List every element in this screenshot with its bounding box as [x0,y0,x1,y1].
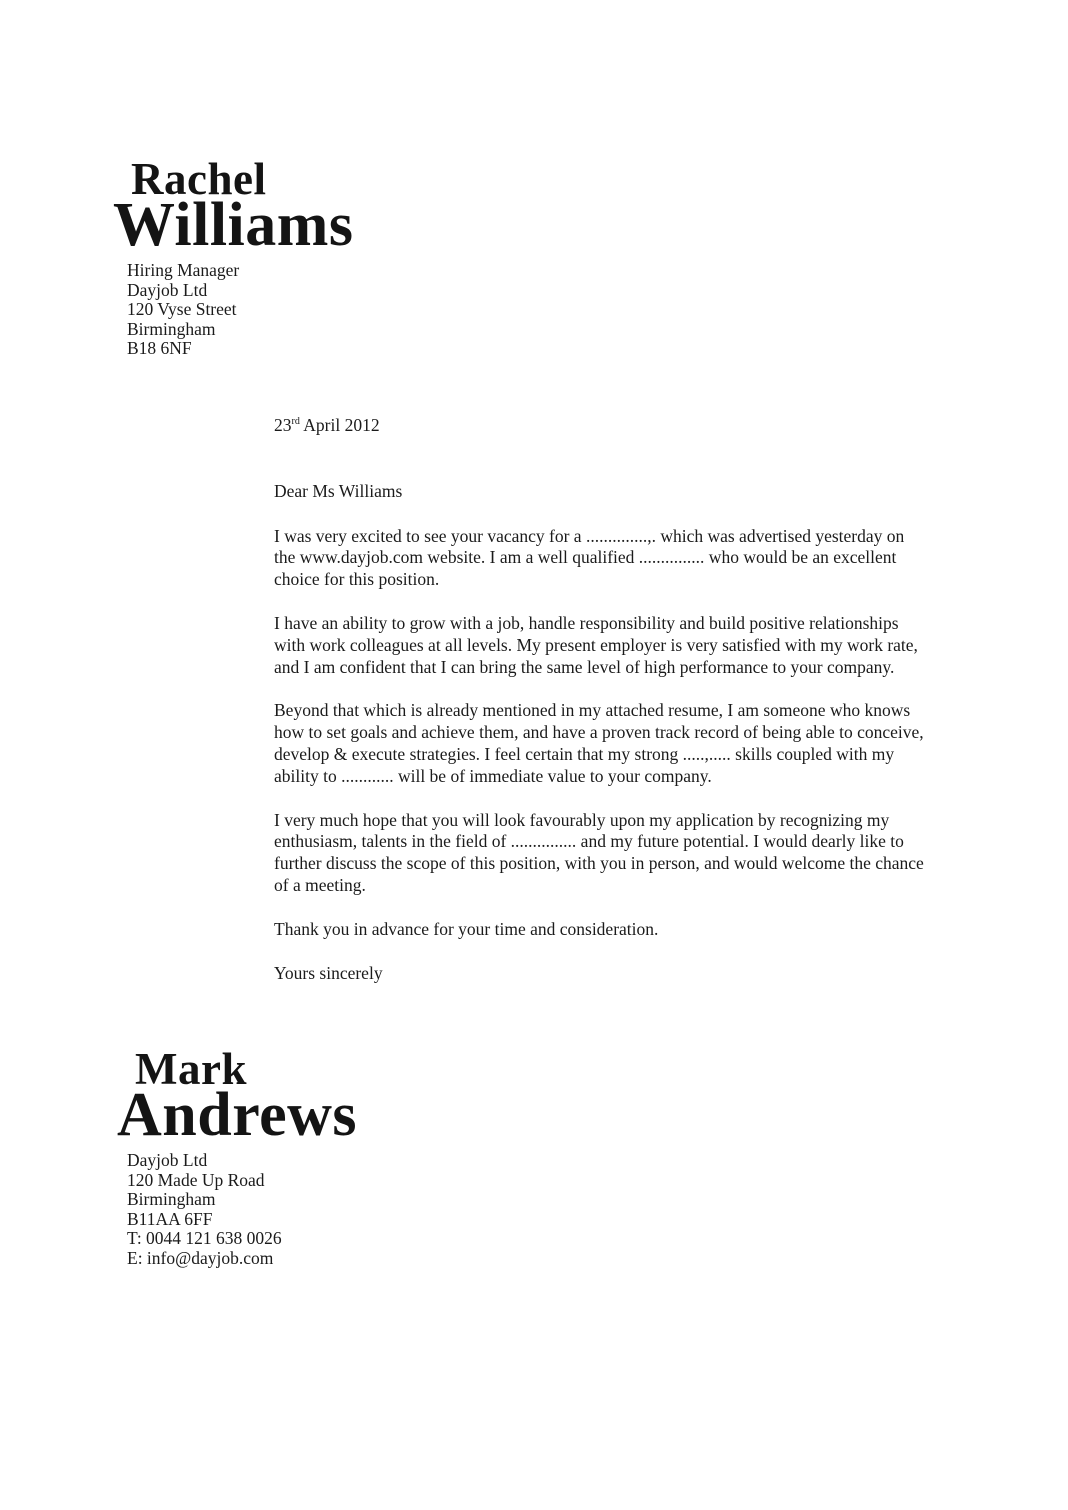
paragraph-4: I very much hope that you will look favourably upon my application by recognizing my enthusiasm, talents in the field of ............... and my future potential. I would dearly like to further discuss the scope of this position, with you in person, and would welcome the chance of a meeting. [274,809,924,895]
recipient-address-line: B18 6NF [127,338,192,359]
sender-address-line: Birmingham [127,1189,216,1210]
recipient-address [113,261,354,359]
recipient-last-name: Williams [113,190,354,259]
paragraph-1: I was very excited to see your vacancy for a ..............,. which was advertised yesterday on the www.dayjob.com website. I am a well qualified ............... who would be an excellent choice for this position. [274,525,905,590]
sender-address-line: Dayjob Ltd [127,1150,208,1171]
recipient-address-line: Birmingham [127,318,216,339]
letter-body [274,415,926,984]
date-day: 23 [274,415,292,435]
sender-address-line: T: 0044 121 638 0026 [127,1228,282,1249]
recipient-address-line: 120 Vyse Street [127,299,237,320]
thanks-line: Thank you in advance for your time and consideration. [274,918,659,939]
sender-last-name: Andrews [117,1080,358,1149]
sender-first-name: Mark [135,1044,247,1094]
salutation: Dear Ms Williams [274,480,403,501]
paragraph-3: Beyond that which is already mentioned in my attached resume, I am someone who knows how to set goals and achieve them, and have a proven track record of being able to conceive, develop & execute strategies. I feel certain that my strong .....,..... skills coupled with my ability to ............ will be of immediate value to your company. [274,700,924,786]
sender-address [117,1151,357,1268]
date-rest: April 2012 [299,415,380,435]
sender-address-line: E: info@dayjob.com [127,1247,274,1268]
sender-address-line: 120 Made Up Road [127,1169,265,1190]
recipient-first-name: Rachel [131,154,267,204]
signoff-line: Yours sincerely [274,962,383,983]
date-line [274,415,926,437]
date-ordinal-suffix: rd [291,416,300,428]
recipient-header [113,154,354,359]
paragraph-2: I have an ability to grow with a job, handle responsibility and build positive relationships with work colleagues at all levels. My present employer is very satisfied with my work rate, and I am confident that I can bring the same level of high performance to your company. [274,612,918,677]
recipient-address-line: Hiring Manager [127,260,240,281]
sender-signature [117,1044,358,1268]
recipient-address-line: Dayjob Ltd [127,279,208,300]
sender-address-line: B11AA 6FF [127,1208,213,1229]
